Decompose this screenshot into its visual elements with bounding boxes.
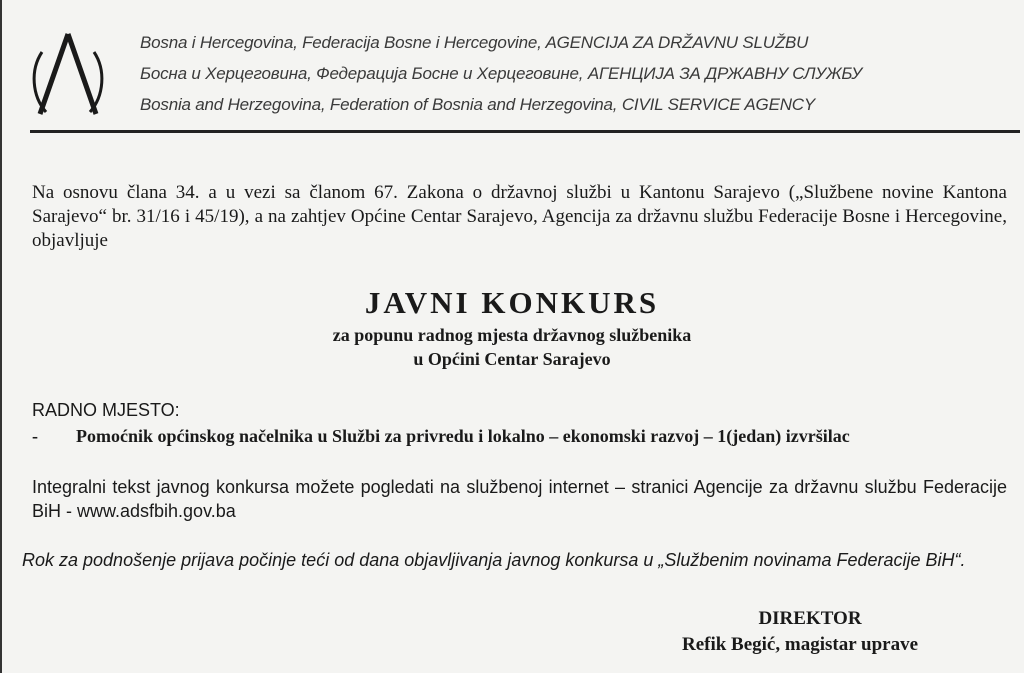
integral-text-paragraph: Integralni tekst javnog konkursa možete pogledati na službenoj internet – stranici Agencije za državnu službu Federacije BiH - www.adsfbih.gov.ba: [32, 477, 1007, 521]
notice-title: JAVNI KONKURS: [364, 285, 660, 320]
notice-subtitle-1: za popunu radnog mjesta državnog službenika: [332, 325, 692, 345]
position-item: [32, 426, 1017, 447]
position-text: Pomoćnik općinskog načelnika u Službi za privredu i lokalno – ekonomski razvoj – 1(jedan) izvršilac: [76, 426, 850, 446]
position-dash: -: [32, 426, 38, 446]
intro-paragraph: Na osnovu člana 34. a u vezi sa članom 67. Zakona o državnoj službi u Kantonu Sarajevo („Službene novine Kantona Sarajevo“ br. 31/16 i 45/19), a na zahtjev Općine Centar Sarajevo, Agencija za državnu službu Federacije Bosne i Hercegovine, objavljuje: [32, 182, 1007, 251]
header-divider: [30, 130, 1020, 133]
position-label: RADNO MJESTO:: [32, 400, 180, 420]
deadline-paragraph: Rok za podnošenje prijava počinje teći od dana objavljivanja javnog konkursa u „Službenim novinama Federacije BiH“.: [22, 550, 966, 570]
header-line-cyrillic: Босна и Херцеговина, Федерација Босне и Херцеговине, АГЕНЦИЈА ЗА ДРЖАВНУ СЛУЖБУ: [140, 64, 862, 83]
header-line-english: Bosnia and Herzegovina, Federation of Bosnia and Herzegovina, CIVIL SERVICE AGENCY: [140, 95, 815, 114]
notice-subtitle-2: u Općini Centar Sarajevo: [413, 349, 611, 369]
signature-role: DIREKTOR: [758, 608, 862, 629]
agency-logo-icon: [28, 30, 108, 122]
signature-name: Refik Begić, magistar uprave: [681, 634, 919, 655]
header-line-latin: Bosna i Hercegovina, Federacija Bosne i Hercegovine, AGENCIJA ZA DRŽAVNU SLUŽBU: [140, 33, 809, 52]
